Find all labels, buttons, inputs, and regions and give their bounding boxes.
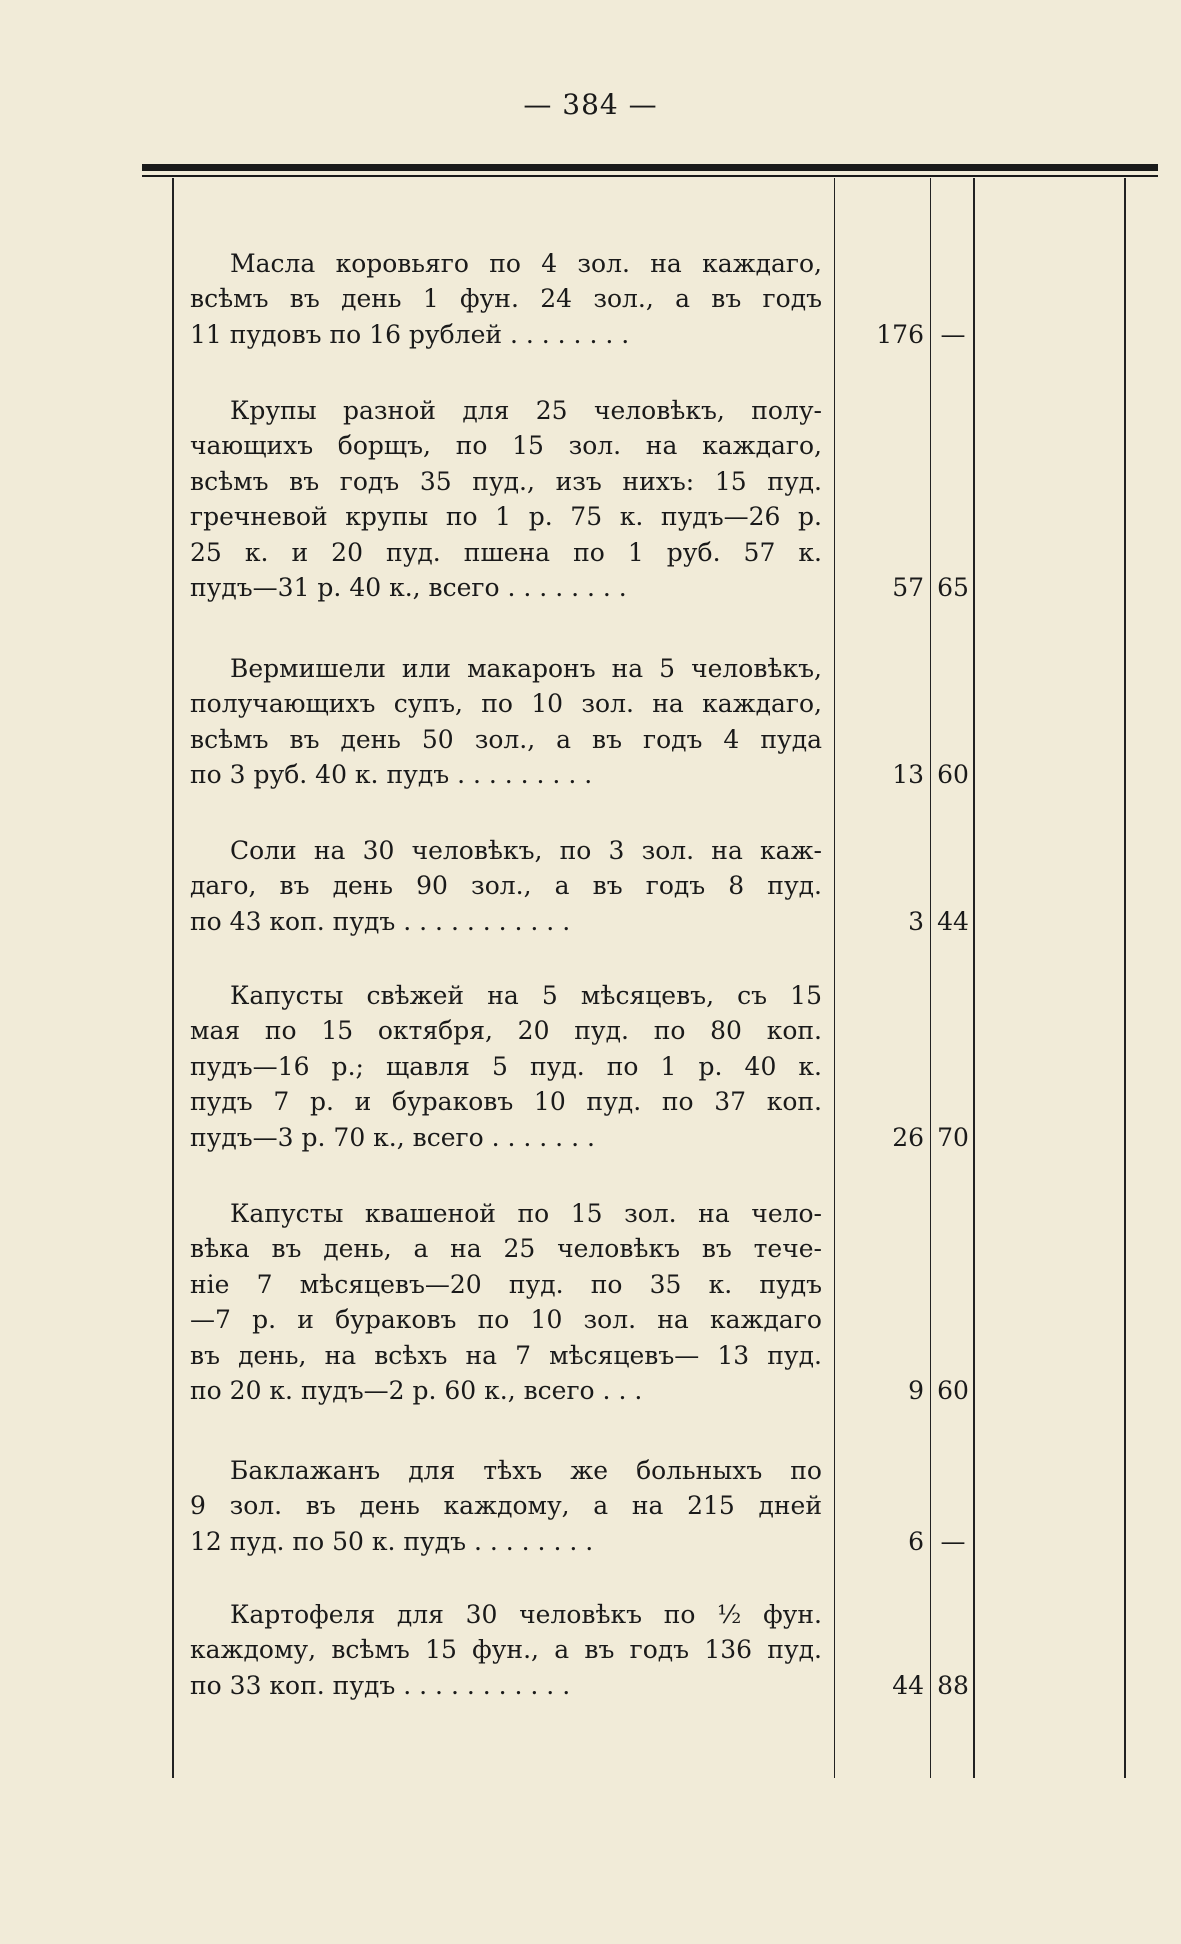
entry-text-line: по 43 коп. пудъ . . . . . . . . . . . — [190, 906, 571, 936]
page-number: — 384 — — [523, 88, 658, 121]
entry-text-line: по 20 к. пудъ—2 р. 60 к., всего . . . — [190, 1375, 643, 1405]
entry-text-line: 11 пудовъ по 16 рублей . . . . . . . . — [190, 319, 630, 349]
amount-rubles: 176 — [876, 319, 924, 349]
ledger-entry — [190, 393, 822, 605]
ledger-entry — [190, 246, 822, 352]
table-left-border — [172, 178, 174, 1778]
amount-kopecks: — — [940, 1526, 966, 1556]
amount-rubles: 3 — [908, 906, 924, 936]
entry-text-line: каждому, всѣмъ 15 фун., а въ годъ 136 пуд. — [190, 1635, 822, 1665]
amount-rubles: 6 — [908, 1526, 924, 1556]
entry-text-line: гречневой крупы по 1 р. 75 к. пудъ—26 р. — [190, 502, 822, 532]
entry-text-line: ніе 7 мѣсяцевъ—20 пуд. по 35 к. пудъ — [190, 1269, 822, 1299]
entry-text-line: пудъ—16 р.; щавля 5 пуд. по 1 р. 40 к. — [190, 1051, 822, 1081]
entry-text-line: пудъ—31 р. 40 к., всего . . . . . . . . — [190, 572, 627, 602]
entry-text-line: Соли на 30 человѣкъ, по 3 зол. на каж- — [230, 836, 822, 865]
table-right-border — [1124, 178, 1126, 1778]
amount-kopecks: 70 — [937, 1122, 969, 1152]
entry-text-line: пудъ 7 р. и бураковъ 10 пуд. по 37 коп. — [190, 1087, 822, 1117]
ledger-entry — [190, 978, 822, 1155]
entry-text-line: всѣмъ въ день 1 фун. 24 зол., а въ годъ — [190, 284, 822, 314]
ledger-entry — [190, 651, 822, 793]
entry-text-line: Картофеля для 30 человѣкъ по ½ фун. — [230, 1600, 822, 1629]
entry-text-line: Крупы разной для 25 человѣкъ, полу- — [230, 396, 822, 425]
ledger-entry — [190, 1597, 822, 1703]
entry-text-line: Капусты квашеной по 15 зол. на чело- — [230, 1199, 822, 1228]
amount-rubles: 44 — [892, 1670, 924, 1700]
header-rule-thin — [142, 175, 1158, 177]
entry-text-line: получающихъ супъ, по 10 зол. на каждаго, — [190, 689, 822, 719]
entry-text-line: Вермишели или макаронъ на 5 человѣкъ, — [230, 654, 822, 683]
entry-text-line: пудъ—3 р. 70 к., всего . . . . . . . — [190, 1122, 595, 1152]
amount-kopecks: — — [940, 319, 966, 349]
entry-text-line: мая по 15 октября, 20 пуд. по 80 коп. — [190, 1016, 822, 1046]
rubles-column-border — [930, 178, 931, 1778]
entry-text-line: въ день, на всѣхъ на 7 мѣсяцевъ— 13 пуд. — [190, 1340, 822, 1370]
entry-text-line: Масла коровьяго по 4 зол. на каждаго, — [230, 249, 822, 278]
description-column-border — [834, 178, 835, 1778]
amount-kopecks: 44 — [937, 906, 969, 936]
amount-kopecks: 60 — [937, 760, 969, 790]
entry-text-line: чающихъ борщъ, по 15 зол. на каждаго, — [190, 431, 822, 461]
ledger-entry — [190, 833, 822, 939]
amount-rubles: 9 — [908, 1376, 924, 1405]
entry-text-line: всѣмъ въ день 50 зол., а въ годъ 4 пуда — [190, 724, 822, 754]
ledger-entry — [190, 1453, 822, 1559]
amount-kopecks: 88 — [937, 1670, 969, 1700]
ledger-entry — [190, 1196, 822, 1408]
header-rule — [142, 164, 1158, 171]
amount-rubles: 13 — [892, 760, 924, 790]
kopecks-column-border — [973, 178, 975, 1778]
entry-text-line: 9 зол. въ день каждому, а на 215 дней — [190, 1491, 822, 1521]
amount-kopecks: 60 — [937, 1376, 969, 1405]
entry-text-line: по 3 руб. 40 к. пудъ . . . . . . . . . — [190, 760, 593, 790]
entry-text-line: 12 пуд. по 50 к. пудъ . . . . . . . . — [190, 1526, 594, 1556]
entry-text-line: —7 р. и бураковъ по 10 зол. на каждаго — [190, 1305, 822, 1335]
entry-text-line: всѣмъ въ годъ 35 пуд., изъ нихъ: 15 пуд. — [190, 466, 822, 496]
amount-rubles: 57 — [892, 573, 924, 602]
amount-rubles: 26 — [892, 1122, 924, 1152]
entry-text-line: вѣка въ день, а на 25 человѣкъ въ тече- — [190, 1234, 822, 1264]
entry-text-line: даго, въ день 90 зол., а въ годъ 8 пуд. — [190, 871, 822, 901]
entry-text-line: Капусты свѣжей на 5 мѣсяцевъ, съ 15 — [230, 981, 822, 1010]
entry-text-line: 25 к. и 20 пуд. пшена по 1 руб. 57 к. — [190, 537, 822, 567]
entry-text-line: Баклажанъ для тѣхъ же больныхъ по — [230, 1456, 822, 1485]
entry-text-line: по 33 коп. пудъ . . . . . . . . . . . — [190, 1670, 571, 1700]
amount-kopecks: 65 — [937, 573, 969, 602]
